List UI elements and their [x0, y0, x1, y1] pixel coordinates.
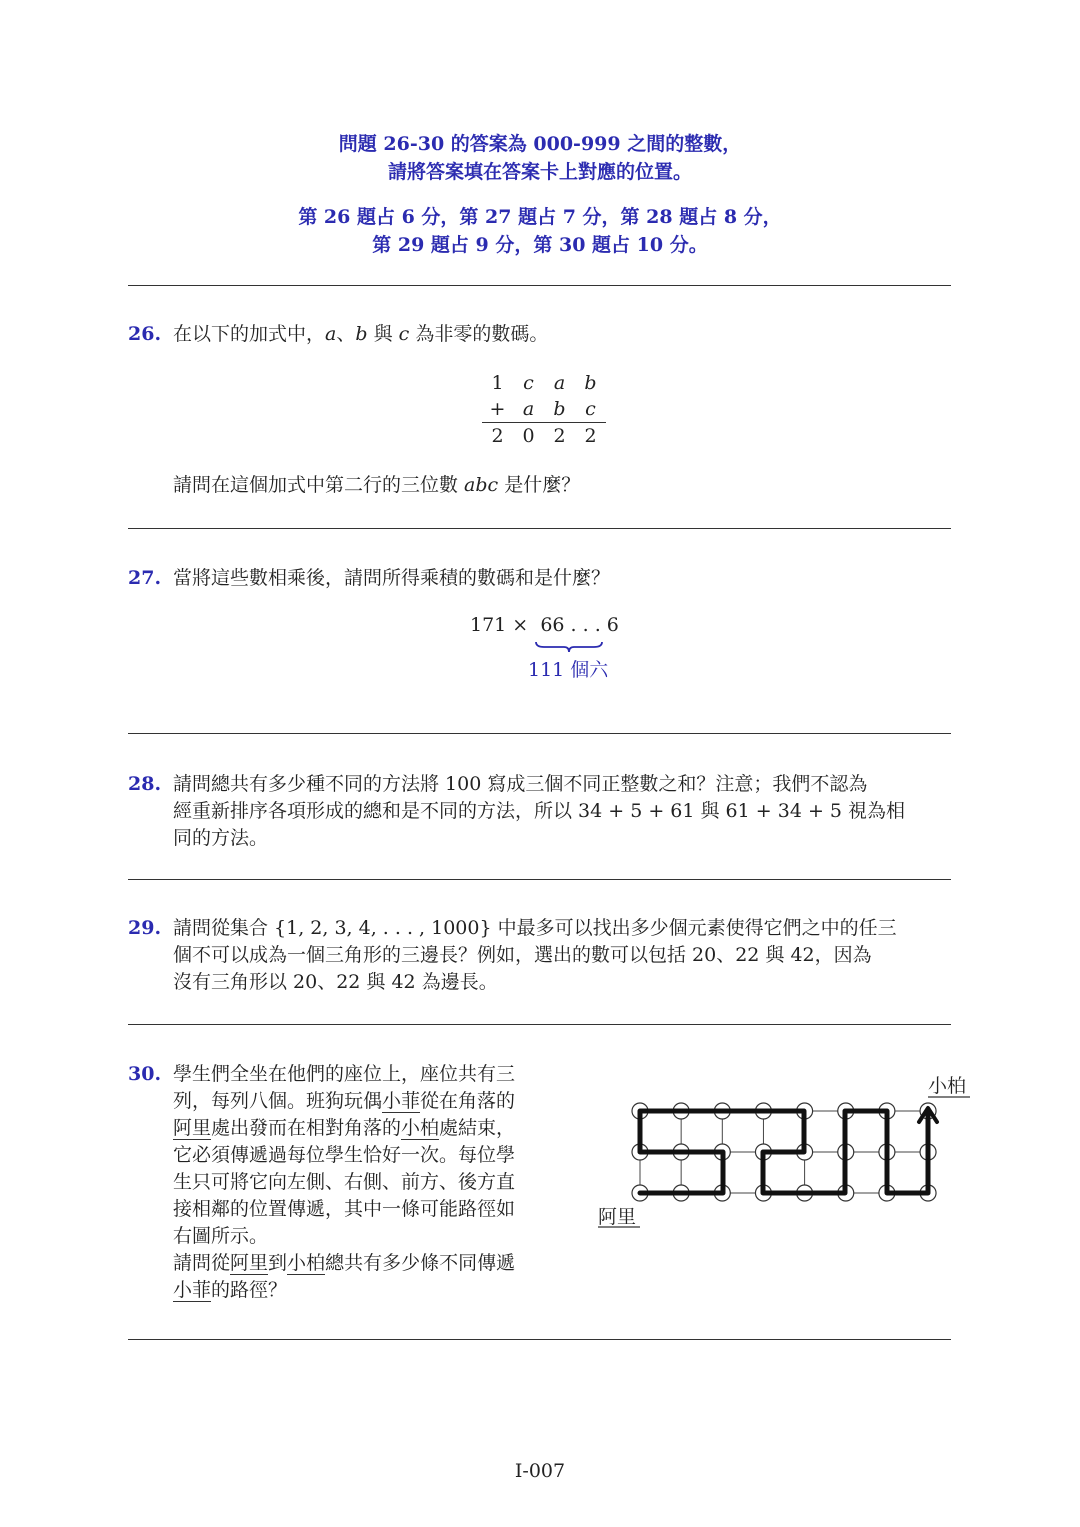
addition-table: 1 c a b + a b c 2 0 2 2 [482, 370, 606, 449]
page-number: I-007 [514, 1460, 566, 1482]
question-text: 學生們全坐在他們的座位上，座位共有三 列，每列八個。班狗玩偶小菲從在角落的 阿里處出發而在相對角落的小柏處結束， 它必須傳遞過每位學生恰好一次。每位學 生只可將它向左側、右側、前方、後方直 接相鄰的位置傳遞，其中一條可能路徑如 右圖所示。 請問從阿里到小柏總共有多少條不同傳遞 小菲的路徑？ [173, 1063, 516, 1301]
header-line-3: 第 26 題占 6 分，第 27 題占 7 分，第 28 題占 8 分， [298, 206, 782, 228]
divider [128, 285, 951, 286]
seating-path-diagram [590, 1070, 980, 1240]
divider [128, 733, 951, 734]
question-text: 當將這些數相乘後，請問所得乘積的數碼和是什麼？ [173, 567, 611, 589]
divider [128, 1024, 951, 1025]
divider [128, 528, 951, 529]
divider [128, 1339, 951, 1340]
question-text: 請問總共有多少種不同的方法將 100 寫成三個不同正整數之和？注意；我們不認為 經重新排序各項形成的總和是不同的方法，所以 34 + 5 + 61 與 61 + 34 + 5 視為相 同的方法。 [173, 773, 906, 849]
brace-label: 111 個六 [528, 659, 609, 681]
question-number: 30. [128, 1063, 162, 1085]
question-number: 29. [128, 917, 162, 939]
label-end: 小柏 [928, 1075, 967, 1097]
question-text: 在以下的加式中，a、b 與 c 為非零的數碼。 [173, 323, 549, 345]
question-26 [128, 321, 951, 348]
question-number: 28. [128, 773, 162, 795]
question-text: 請問從集合 {1, 2, 3, 4, . . . , 1000} 中最多可以找出多少個元素使得它們之中的任三 個不可以成為一個三角形的三邊長？例如，選出的數可以包括 20、22 與 42，因為 沒有三角形以 20、22 與 42 為邊長。 [173, 917, 897, 993]
divider [128, 879, 951, 880]
header-line-2: 請將答案填在答案卡上對應的位置。 [387, 161, 692, 183]
section-header [0, 130, 1080, 259]
question-29 [128, 915, 951, 996]
label-start: 阿里 [598, 1206, 637, 1228]
path-line [640, 1111, 928, 1193]
question-30 [128, 1061, 588, 1304]
header-line-4: 第 29 題占 9 分，第 30 題占 10 分。 [372, 234, 708, 256]
underbrace-icon [534, 640, 604, 654]
header-line-1: 問題 26-30 的答案為 000-999 之間的整數， [338, 133, 742, 155]
question-number: 26. [128, 323, 162, 345]
question-26-ask: 請問在這個加式中第二行的三位數 abc 是什麼？ [173, 474, 581, 496]
product-expression: 171 × 66 . . . 6 [470, 614, 619, 636]
question-28 [128, 771, 951, 852]
question-27 [128, 565, 951, 592]
question-number: 27. [128, 567, 162, 589]
